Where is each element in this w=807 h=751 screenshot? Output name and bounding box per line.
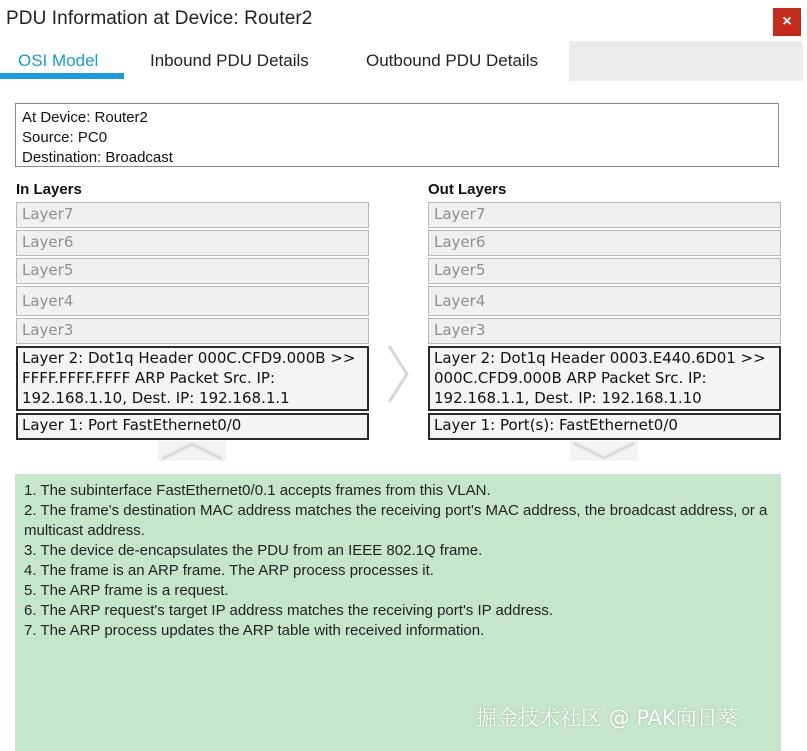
out-layer-1[interactable]: Layer 1: Port(s): FastEthernet0/0 <box>428 413 781 440</box>
in-layer-1[interactable]: Layer 1: Port FastEthernet0/0 <box>16 413 369 440</box>
out-layer-4[interactable]: Layer4 <box>428 286 781 316</box>
close-button[interactable] <box>773 8 801 36</box>
out-layer-6[interactable]: Layer6 <box>428 230 781 256</box>
tab-bar <box>0 41 807 81</box>
detail-line-2: 2. The frame's destination MAC address matches the receiving port's MAC address, the broadcast address, or a multicast address. <box>24 502 772 539</box>
detail-line-3: 3. The device de-encapsulates the PDU from an IEEE 802.1Q frame. <box>24 542 483 559</box>
destination-label: Destination: Broadcast <box>22 149 173 166</box>
in-layer-5[interactable]: Layer5 <box>16 258 369 284</box>
out-layer-5[interactable]: Layer5 <box>428 258 781 284</box>
in-layer-2[interactable]: Layer 2: Dot1q Header 000C.CFD9.000B >> FFFF.FFFF.FFFF ARP Packet Src. IP: 192.168.1.10, Dest. IP: 192.168.1.1 <box>16 346 369 411</box>
in-layer-3[interactable]: Layer3 <box>16 318 369 344</box>
detail-line-6: 6. The ARP request's target IP address matches the receiving port's IP address. <box>24 602 554 619</box>
detail-line-1: 1. The subinterface FastEthernet0/0.1 accepts frames from this VLAN. <box>24 482 491 499</box>
out-layer-3[interactable]: Layer3 <box>428 318 781 344</box>
detail-line-5: 5. The ARP frame is a request. <box>24 582 229 599</box>
out-layer-7[interactable]: Layer7 <box>428 202 781 228</box>
arrow-down-icon <box>570 441 638 461</box>
in-layer-6[interactable]: Layer6 <box>16 230 369 256</box>
detail-line-7: 7. The ARP process updates the ARP table with received information. <box>24 622 485 639</box>
arrow-up-icon <box>158 441 226 461</box>
in-layer-7[interactable]: Layer7 <box>16 202 369 228</box>
source-label: Source: PC0 <box>22 129 108 146</box>
tab-bar-filler <box>569 41 803 81</box>
tab-inbound-pdu-details[interactable]: Inbound PDU Details <box>150 51 309 70</box>
out-layer-2[interactable]: Layer 2: Dot1q Header 0003.E440.6D01 >> 000C.CFD9.000B ARP Packet Src. IP: 192.168.1.1, Dest. IP: 192.168.1.10 <box>428 346 781 411</box>
tab-osi-model[interactable]: OSI Model <box>18 51 99 70</box>
device-label: At Device: Router2 <box>22 109 148 126</box>
window-title: PDU Information at Device: Router2 <box>6 8 313 29</box>
arrow-right-icon <box>386 344 410 404</box>
out-layers-heading: Out Layers <box>428 181 507 198</box>
device-info-box <box>15 103 779 167</box>
title-bar <box>0 0 807 40</box>
detail-line-4: 4. The frame is an ARP frame. The ARP process processes it. <box>24 562 434 579</box>
close-icon: × <box>782 13 792 30</box>
tab-outbound-pdu-details[interactable]: Outbound PDU Details <box>366 51 538 70</box>
in-layer-4[interactable]: Layer4 <box>16 286 369 316</box>
watermark: 掘金技术社区 @ PAK向日葵 <box>476 706 739 730</box>
in-layers-heading: In Layers <box>16 181 82 198</box>
